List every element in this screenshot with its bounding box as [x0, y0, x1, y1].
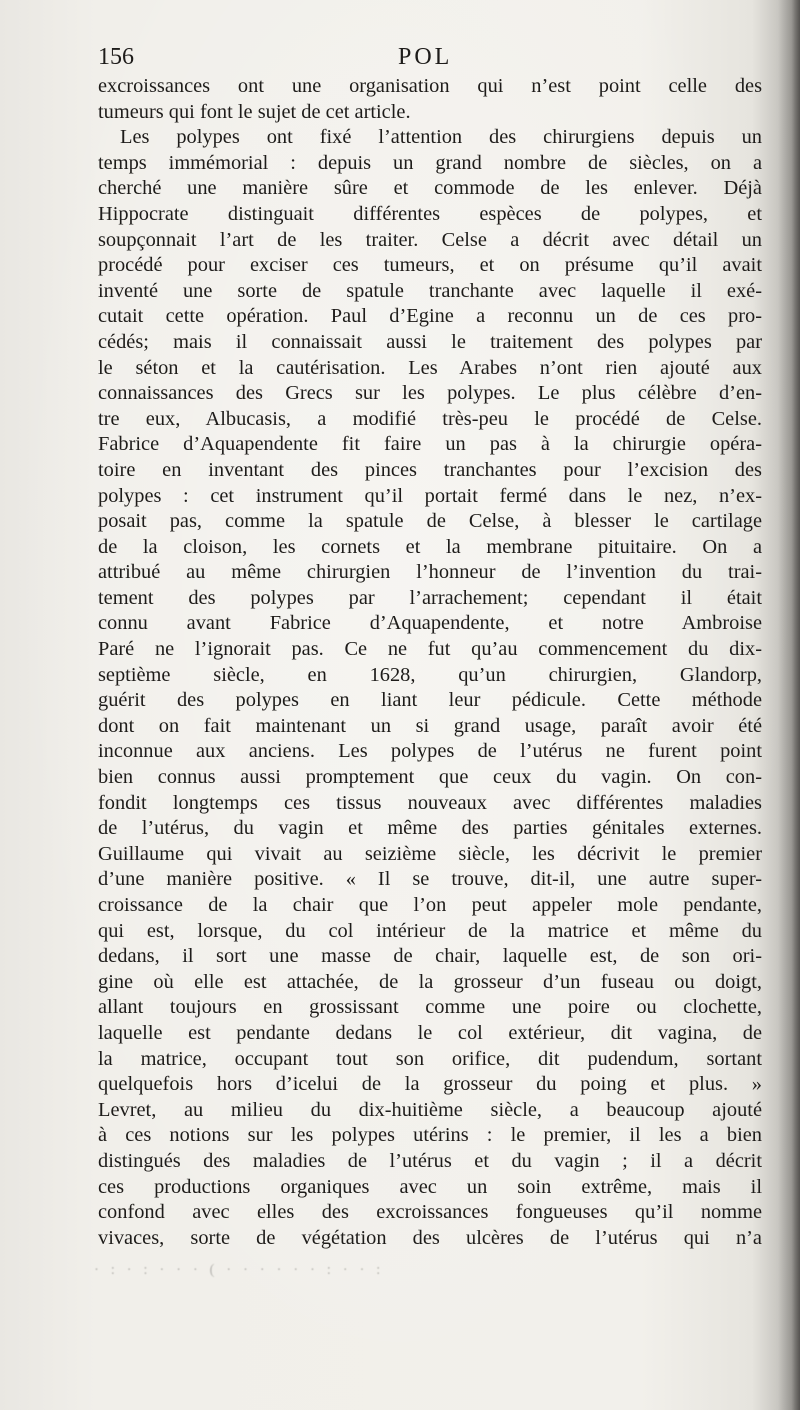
text-line: d’une manière positive. « Il se trouve, dit-il, une autre super-: [98, 868, 762, 891]
text-line: allant toujours en grossissant comme une poire ou clochette,: [98, 996, 762, 1019]
text-line: la matrice, occupant tout son orifice, dit pudendum, sortant: [98, 1047, 762, 1070]
body-text: [98, 74, 762, 1251]
text-line: Levret, au milieu du dix-huitième siècle, a beaucoup ajouté: [98, 1098, 762, 1121]
text-line: tement des polypes par l’arrachement; cependant il était: [98, 586, 762, 609]
text-line: inconnue aux anciens. Les polypes de l’utérus ne furent point: [98, 740, 762, 763]
text-line: fondit longtemps ces tissus nouveaux avec différentes maladies: [98, 791, 762, 814]
bleed-through-text: · : · : · · · ( · · · · · · : · · :: [94, 1262, 385, 1278]
page-header: [98, 40, 762, 74]
text-line: tumeurs qui font le sujet de cet article.: [98, 100, 411, 123]
text-line: septième siècle, en 1628, qu’un chirurgien, Glandorp,: [98, 663, 762, 686]
text-line: tre eux, Albucasis, a modifié très-peu le procédé de Celse.: [98, 407, 762, 430]
text-line: connaissances des Grecs sur les polypes. Le plus célèbre d’en-: [98, 382, 762, 405]
text-line: distingués des maladies de l’utérus et du vagin ; il a décrit: [98, 1149, 762, 1172]
text-line: dedans, il sort une masse de chair, laquelle est, de son ori-: [98, 945, 762, 968]
text-line: vivaces, sorte de végétation des ulcères de l’utérus qui n’a: [98, 1226, 762, 1249]
text-line: de l’utérus, du vagin et même des parties génitales externes.: [98, 817, 762, 840]
text-line: ces productions organiques avec un soin extrême, mais il: [98, 1175, 762, 1198]
text-line: soupçonnait l’art de les traiter. Celse a décrit avec détail un: [98, 228, 762, 251]
text-line: cédés; mais il connaissait aussi le traitement des polypes par: [98, 330, 762, 353]
text-line: Guillaume qui vivait au seizième siècle, les décrivit le premier: [98, 842, 762, 865]
text-line: attribué au même chirurgien l’honneur de l’invention du trai-: [98, 561, 762, 584]
running-head: POL: [398, 44, 453, 70]
text-line: bien connus aussi promptement que ceux du vagin. On con-: [98, 766, 762, 789]
text-line: posait pas, comme la spatule de Celse, à blesser le cartilage: [98, 510, 762, 533]
text-line: toire en inventant des pinces tranchantes pour l’excision des: [98, 458, 762, 481]
text-line: Hippocrate distinguait différentes espèces de polypes, et: [98, 202, 762, 225]
page-number: 156: [98, 44, 134, 70]
text-line: croissance de la chair que l’on peut appeler mole pendante,: [98, 894, 762, 916]
text-line: guérit des polypes en liant leur pédicule. Cette méthode: [98, 689, 762, 712]
text-line: qui est, lorsque, du col intérieur de la matrice et même du: [98, 919, 762, 942]
text-line: polypes : cet instrument qu’il portait fermé dans le nez, n’ex-: [98, 484, 762, 507]
text-line: quelquefois hors d’icelui de la grosseur du poing et plus. »: [98, 1073, 762, 1096]
text-line: temps immémorial : depuis un grand nombre de siècles, on a: [98, 151, 762, 174]
text-line: à ces notions sur les polypes utérins : le premier, il les a bien: [98, 1124, 762, 1147]
text-line: Les polypes ont fixé l’attention des chirurgiens depuis un: [120, 126, 762, 149]
text-line: gine où elle est attachée, de la grosseur d’un fuseau ou doigt,: [98, 970, 762, 993]
text-line: cutait cette opération. Paul d’Egine a reconnu un de ces pro-: [98, 305, 762, 328]
text-line: laquelle est pendante dedans le col extérieur, dit vagina, de: [98, 1021, 762, 1044]
text-line: inventé une sorte de spatule tranchante avec laquelle il exé-: [98, 279, 762, 302]
text-line: de la cloison, les cornets et la membrane pituitaire. On a: [98, 535, 762, 558]
page-edge-shadow: [778, 0, 800, 1410]
text-line: le séton et la cautérisation. Les Arabes n’ont rien ajouté aux: [98, 356, 762, 379]
text-line: connu avant Fabrice d’Aquapendente, et notre Ambroise: [98, 612, 762, 635]
text-line: cherché une manière sûre et commode de les enlever. Déjà: [98, 177, 762, 200]
text-line: confond avec elles des excroissances fongueuses qu’il nomme: [98, 1201, 762, 1224]
text-line: excroissances ont une organisation qui n’est point celle des: [98, 75, 762, 97]
text-line: Fabrice d’Aquapendente fit faire un pas à la chirurgie opéra-: [98, 433, 762, 456]
text-line: Paré ne l’ignorait pas. Ce ne fut qu’au commencement du dix-: [98, 638, 762, 661]
text-line: procédé pour exciser ces tumeurs, et on présume qu’il avait: [98, 254, 762, 277]
text-line: dont on fait maintenant un si grand usage, paraît avoir été: [98, 714, 762, 737]
